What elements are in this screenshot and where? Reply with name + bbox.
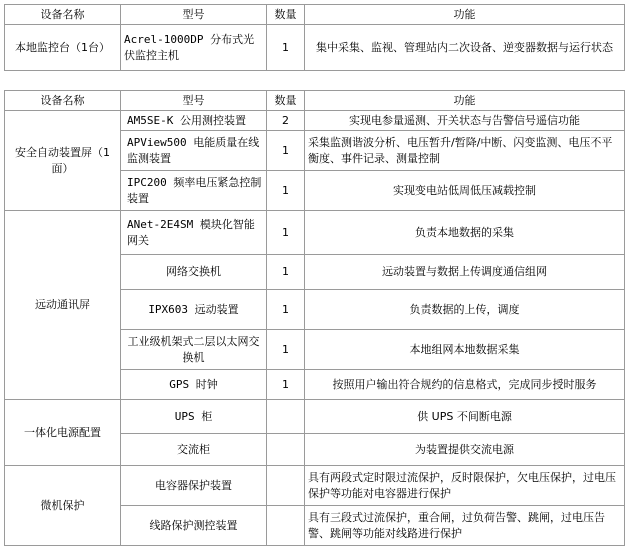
function-cell: 集中采集、监视、管理站内二次设备、逆变器数据与运行状态 — [305, 25, 625, 71]
function-cell: 采集监测谐波分析、电压暂升/暂降/中断、闪变监测、电压不平衡度、事件记录、测量控制 — [305, 131, 625, 171]
quantity-cell — [267, 400, 305, 434]
function-cell: 远动装置与数据上传调度通信组网 — [305, 255, 625, 290]
function-cell: 供 UPS 不间断电源 — [305, 400, 625, 434]
group-name-cell: 微机保护 — [5, 466, 121, 546]
header-quantity: 数量 — [267, 91, 305, 111]
quantity-cell: 1 — [267, 131, 305, 171]
model-cell: 电容器保护装置 — [121, 466, 267, 506]
quantity-cell — [267, 506, 305, 546]
function-cell: 负责数据的上传，调度 — [305, 290, 625, 330]
group-name-cell: 一体化电源配置 — [5, 400, 121, 466]
equipment-table — [4, 90, 625, 546]
table-row — [5, 111, 625, 131]
model-cell: 工业级机架式二层以太网交换机 — [121, 330, 267, 370]
quantity-cell — [267, 466, 305, 506]
header-device-name: 设备名称 — [5, 5, 121, 25]
table-header-row — [5, 5, 625, 25]
model-cell: APView500 电能质量在线监测装置 — [121, 131, 267, 171]
group-name-cell: 安全自动装置屏（1面） — [5, 111, 121, 211]
header-function: 功能 — [305, 91, 625, 111]
device-name-cell: 本地监控台（1台） — [5, 25, 121, 71]
group-name-cell: 远动通讯屏 — [5, 211, 121, 400]
header-quantity: 数量 — [267, 5, 305, 25]
header-function: 功能 — [305, 5, 625, 25]
function-cell: 为装置提供交流电源 — [305, 434, 625, 466]
model-cell: UPS 柜 — [121, 400, 267, 434]
model-cell: 交流柜 — [121, 434, 267, 466]
quantity-cell: 1 — [267, 211, 305, 255]
quantity-cell: 1 — [267, 370, 305, 400]
function-cell: 负责本地数据的采集 — [305, 211, 625, 255]
quantity-cell: 2 — [267, 111, 305, 131]
model-cell: ANet-2E4SM 模块化智能网关 — [121, 211, 267, 255]
function-cell: 本地组网本地数据采集 — [305, 330, 625, 370]
quantity-cell: 1 — [267, 25, 305, 71]
model-cell: IPX603 远动装置 — [121, 290, 267, 330]
quantity-cell: 1 — [267, 171, 305, 211]
local-monitor-table — [4, 4, 625, 71]
model-cell: IPC200 频率电压紧急控制装置 — [121, 171, 267, 211]
model-cell: GPS 时钟 — [121, 370, 267, 400]
table-row — [5, 211, 625, 255]
quantity-cell: 1 — [267, 290, 305, 330]
model-cell: Acrel-1000DP 分布式光伏监控主机 — [121, 25, 267, 71]
quantity-cell: 1 — [267, 255, 305, 290]
model-cell: 网络交换机 — [121, 255, 267, 290]
table-row — [5, 25, 625, 71]
header-model: 型号 — [121, 91, 267, 111]
header-model: 型号 — [121, 5, 267, 25]
table-row — [5, 466, 625, 506]
model-cell: 线路保护测控装置 — [121, 506, 267, 546]
quantity-cell: 1 — [267, 330, 305, 370]
table-row — [5, 400, 625, 434]
quantity-cell — [267, 434, 305, 466]
function-cell: 按照用户输出符合规约的信息格式，完成同步授时服务 — [305, 370, 625, 400]
function-cell: 具有两段式定时限过流保护，反时限保护，欠电压保护，过电压保护等功能对电容器进行保护 — [305, 466, 625, 506]
function-cell: 具有三段式过流保护，重合闸，过负荷告警、跳闸，过电压告警、跳闸等功能对线路进行保护 — [305, 506, 625, 546]
model-cell: AM5SE-K 公用测控装置 — [121, 111, 267, 131]
table-header-row — [5, 91, 625, 111]
function-cell: 实现电参量遥测、开关状态与告警信号遥信功能 — [305, 111, 625, 131]
function-cell: 实现变电站低周低压减载控制 — [305, 171, 625, 211]
header-device-name: 设备名称 — [5, 91, 121, 111]
